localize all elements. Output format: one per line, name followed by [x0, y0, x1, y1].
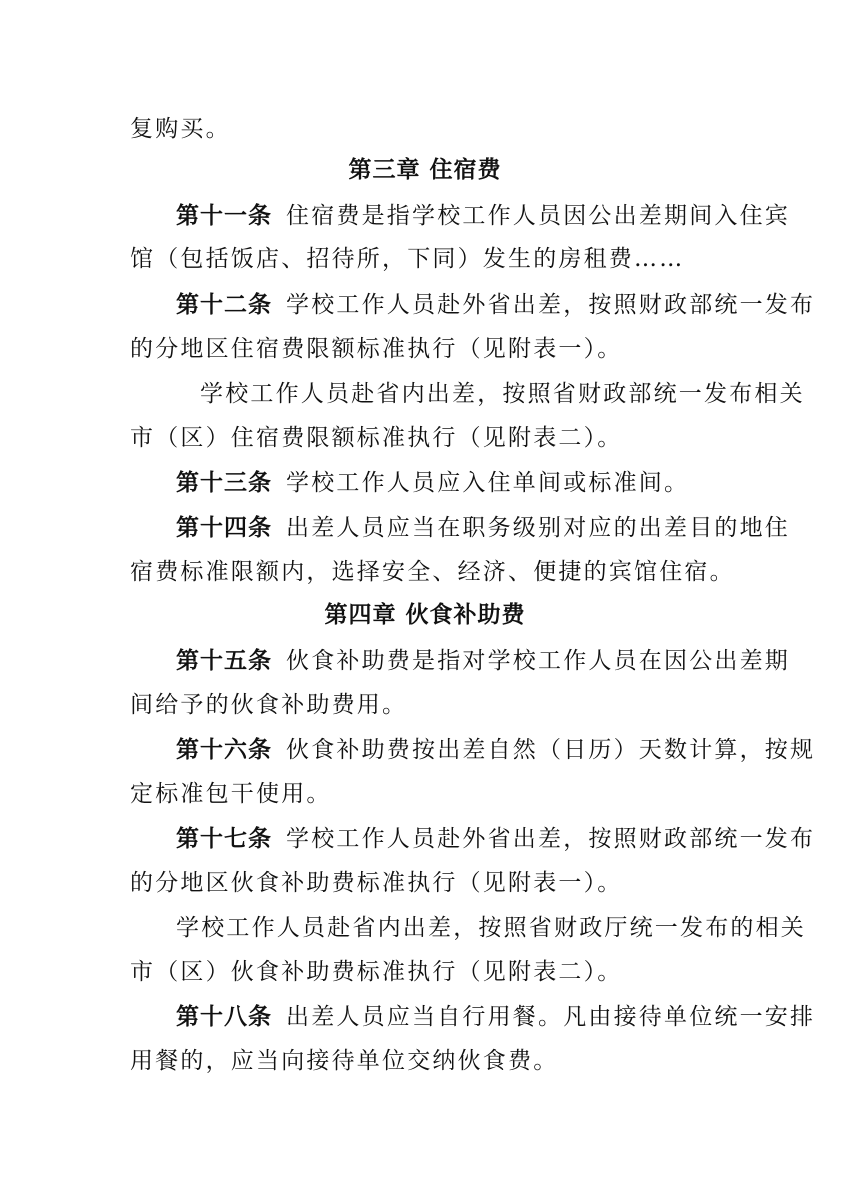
article-13-text: 学校工作人员应入住单间或标准间。 [286, 470, 690, 496]
article-14 [0, 513, 850, 543]
article-17-paragraph-2-continuation: 市（区）伙食补助费标准执行（见附表二）。 [130, 959, 623, 985]
article-15-label: 第十五条 [176, 648, 272, 674]
article-12-label: 第十二条 [176, 292, 272, 318]
article-17-continuation: 的分地区伙食补助费标准执行（见附表一）。 [130, 870, 623, 896]
article-12-continuation: 的分地区住宿费限额标准执行（见附表一）。 [130, 336, 623, 362]
article-14-text: 出差人员应当在职务级别对应的出差目的地住 [286, 515, 790, 541]
article-17-label: 第十七条 [176, 826, 272, 852]
article-18-text: 出差人员应当自行用餐。凡由接待单位统一安排 [286, 1004, 816, 1030]
article-15 [0, 646, 850, 676]
article-17-paragraph-2: 学校工作人员赴省内出差，按照省财政厅统一发布的相关 [176, 915, 806, 941]
article-11 [0, 201, 850, 231]
article-12-paragraph-2: 学校工作人员赴省内出差，按照省财政部统一发布相关 [200, 381, 805, 407]
article-14-label: 第十四条 [176, 515, 272, 541]
article-16-label: 第十六条 [176, 737, 272, 763]
article-13-label: 第十三条 [176, 470, 272, 496]
article-13 [0, 468, 850, 498]
article-15-continuation: 间给予的伙食补助费用。 [130, 692, 408, 718]
article-17 [0, 824, 850, 854]
article-14-continuation: 宿费标准限额内，选择安全、经济、便捷的宾馆住宿。 [130, 559, 735, 585]
article-16-text: 伙食补助费按出差自然（日历）天数计算，按规 [286, 737, 816, 763]
article-11-label: 第十一条 [176, 203, 272, 229]
article-15-text: 伙食补助费是指对学校工作人员在因公出差期 [286, 648, 790, 674]
chapter-4-heading: 第四章 伙食补助费 [324, 602, 526, 628]
article-11-continuation: 馆（包括饭店、招待所，下同）发生的房租费…… [130, 246, 685, 272]
article-18 [0, 1002, 850, 1032]
article-18-label: 第十八条 [176, 1004, 272, 1030]
article-16-continuation: 定标准包干使用。 [130, 781, 332, 807]
article-12 [0, 290, 850, 320]
article-18-continuation: 用餐的，应当向接待单位交纳伙食费。 [130, 1048, 559, 1074]
article-12-text: 学校工作人员赴外省出差，按照财政部统一发布 [286, 292, 816, 318]
article-11-text: 住宿费是指学校工作人员因公出差期间入住宾 [286, 203, 790, 229]
continuation-line: 复购买。 [130, 116, 231, 142]
article-12-paragraph-2-continuation: 市（区）住宿费限额标准执行（见附表二）。 [130, 425, 623, 451]
article-16 [0, 735, 850, 765]
article-17-text: 学校工作人员赴外省出差，按照财政部统一发布 [286, 826, 816, 852]
chapter-3-heading: 第三章 住宿费 [348, 157, 502, 183]
